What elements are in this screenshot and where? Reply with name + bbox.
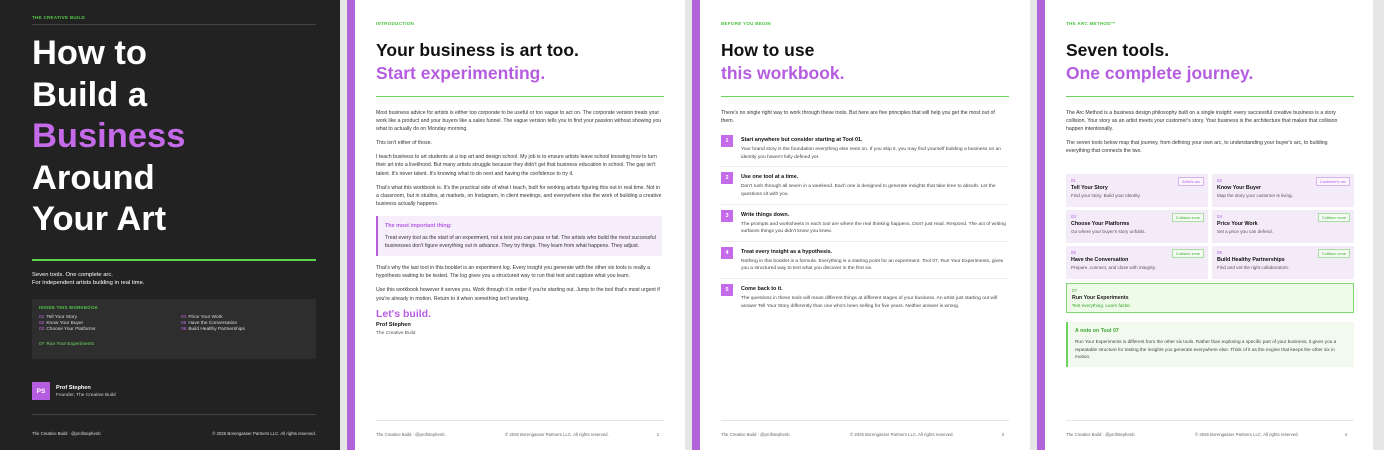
step-number: 3 xyxy=(721,210,733,222)
signature-name: Prof Stephen xyxy=(376,321,411,328)
section-kicker: BEFORE YOU BEGIN xyxy=(721,21,771,26)
author-role: Founder, The Creative Build xyxy=(56,393,116,398)
cover-title-line: Business xyxy=(32,117,186,155)
tool-card[interactable] xyxy=(1066,246,1208,279)
step-number: 1 xyxy=(721,135,733,147)
paragraph: Use this workbook however it serves you. Work through it in order if you're starting out. Jump to the tool that's most urgent if you're already in motion. Return to it when something isn't working. xyxy=(376,287,660,302)
tool-number: 03 xyxy=(1071,214,1076,219)
toc-item[interactable] xyxy=(39,321,83,326)
tool-card[interactable] xyxy=(1212,210,1354,243)
toc-num: 02 xyxy=(39,321,45,326)
paragraph: This isn't either of those. xyxy=(376,140,433,147)
step-text: The questions in these tools will mean different things at different stages of your business. An artist just starting out will answer Tell Your Story differently than one who's been selling for five years. Neither answer is wrong. xyxy=(741,295,998,309)
footer-right: © 2026 Borengasser Partners LLC. All rights reserved. xyxy=(212,431,316,436)
page-accent-strip xyxy=(347,0,355,450)
closing-heading: Let's build. xyxy=(376,307,431,320)
paragraph: The Arc Method is a business design philosophy built on a single insight: every successful creative business is a story collision. Your story as an artist meets your customer's story. Your business is the architecture that makes that collision happen intentionally. xyxy=(1066,110,1338,133)
page-title: Seven tools. xyxy=(1066,40,1170,60)
tool-title: Choose Your Platforms xyxy=(1071,221,1130,227)
principle-item xyxy=(721,284,1007,315)
arc-tag: Collision zone xyxy=(1318,249,1350,258)
callout-box xyxy=(376,216,662,256)
howto-page xyxy=(700,0,1030,450)
intro-page xyxy=(355,0,685,450)
tool-card-experiments[interactable] xyxy=(1066,283,1354,313)
callout-text: Treat every tool as the start of an experiment, not a test you can pass or fail. The artists who build the most successful businesses don't figure everything out in advance. They try things. They learn from what happens. They adjust. xyxy=(385,235,656,250)
section-kicker: INTRODUCTION xyxy=(376,21,415,26)
paragraph: The seven tools below map that journey, from defining your own arc, to understanding your buyer's arc, to building everything that connects the two. xyxy=(1066,140,1328,155)
step-title: Come back to it. xyxy=(741,285,783,292)
note-title: A note on Tool 07 xyxy=(1075,328,1119,334)
note-box xyxy=(1066,322,1354,367)
page-subtitle: this workbook. xyxy=(721,63,845,83)
tool-number: 01 xyxy=(1071,178,1076,183)
note-text: Run Your Experiments is different from the other six tools. Rather than exploring a specific part of your business, it gives you a repeatable structure for testing the insights you generate everywhere else. Think of it as the engine that keeps the other six in motion. xyxy=(1075,339,1337,359)
toc-num: 04 xyxy=(181,315,187,320)
tool-subtitle: Go where your buyer's story unfolds. xyxy=(1071,229,1146,234)
step-number: 2 xyxy=(721,172,733,184)
tagline-line: For independent artists building in real time. xyxy=(32,280,145,286)
divider xyxy=(32,259,316,261)
cover-tagline xyxy=(32,271,144,287)
principle-item xyxy=(721,135,1007,167)
toc-label: Run Your Experiments xyxy=(46,342,95,347)
page-title: How to use xyxy=(721,40,815,60)
toc-num: 07 xyxy=(39,342,45,347)
principle-item xyxy=(721,247,1007,279)
toc-item[interactable] xyxy=(39,315,77,320)
toc-num: 01 xyxy=(39,315,45,320)
arc-tag: Customer's arc xyxy=(1316,177,1350,186)
cover-title-line: How to xyxy=(32,34,147,72)
toc-heading: INSIDE THIS WORKBOOK xyxy=(39,305,98,310)
tool-title: Price Your Work xyxy=(1217,221,1258,227)
toc-label: Build Healthy Partnerships xyxy=(188,327,245,332)
toc-item[interactable] xyxy=(181,315,223,320)
page-accent-strip xyxy=(692,0,700,450)
step-title: Start anywhere but consider starting at Tool 01. xyxy=(741,137,863,144)
callout-title: The most important thing: xyxy=(385,222,452,229)
principle-item xyxy=(721,172,1007,204)
cover-title-line: Your Art xyxy=(32,200,167,238)
tagline-line: Seven tools. One complete arc. xyxy=(32,272,113,278)
signature-role: The Creative Build xyxy=(376,330,416,336)
paragraph: There's no single right way to work through these tools. But here are five principles that will help you get the most out of them. xyxy=(721,110,995,125)
paragraph: I teach business to art students at a top art and design school. My job is to ensure artists leave school knowing how to turn their art into a livelihood. But many artists struggle because they didn't get that business education in school. The gap isn't talent. It's never talent. It's knowing what to do next and having the confidence to try it. xyxy=(376,154,657,177)
tool-title: Tell Your Story xyxy=(1071,185,1108,191)
paragraph: That's what this workbook is. It's the practical side of what I teach, built for working artists figuring this out in real time. Not in a classroom, but in studios, at markets, on Instagram, in client meetings, and everywhere else the work of building a creative business actually happens. xyxy=(376,184,662,207)
intro-body xyxy=(376,109,662,338)
tool-number: 02 xyxy=(1217,178,1222,183)
tool-subtitle: Find and vet the right collaborators. xyxy=(1217,265,1290,270)
cover-page xyxy=(0,0,340,450)
footer-center: © 2026 Borengasser Partners LLC. All rights reserved. xyxy=(505,432,609,437)
tool-card[interactable] xyxy=(1066,174,1208,207)
toc-box xyxy=(32,299,316,359)
step-title: Use one tool at a time. xyxy=(741,174,799,181)
step-text: The prompts and worksheets in each tool are where the real thinking happens. Don't just read. Respond. The act of writing surfaces things you didn't know you knew. xyxy=(741,221,1006,235)
toc-label: Have the Conversation xyxy=(188,321,238,326)
paragraph: That's why the last tool in this booklet is an experiment log. Every insight you generate with the other six tools is really a hypothesis waiting to be tested. The log gives you a structured way to run that test and capture what you learn. xyxy=(376,265,651,280)
toc-label: Price Your Work xyxy=(188,315,223,320)
cover-title-line: Build a xyxy=(32,75,148,114)
method-body xyxy=(1066,109,1352,161)
page-number: 3 xyxy=(1001,432,1004,437)
page-subtitle: One complete journey. xyxy=(1066,63,1254,83)
toc-label: Know Your Buyer xyxy=(46,321,84,326)
tool-title: Have the Conversation xyxy=(1071,257,1129,263)
section-kicker: THE ARC METHOD™ xyxy=(1066,21,1116,26)
footer-center: © 2026 Borengasser Partners LLC. All rights reserved. xyxy=(850,432,954,437)
step-number: 4 xyxy=(721,247,733,259)
divider xyxy=(32,24,316,25)
cover-title xyxy=(32,33,322,241)
toc-num: 06 xyxy=(181,327,187,332)
step-number: 5 xyxy=(721,284,733,296)
principle-item xyxy=(721,210,1007,242)
divider xyxy=(32,414,316,415)
tool-title: Know Your Buyer xyxy=(1217,185,1261,191)
footer-left: The Creative Build · @profstephenb xyxy=(376,432,445,437)
toc-item[interactable] xyxy=(181,327,245,332)
tool-number: 05 xyxy=(1071,250,1076,255)
tool-title: Run Your Experiments xyxy=(1072,295,1129,301)
toc-label: Tell Your Story xyxy=(46,315,78,320)
divider xyxy=(1066,96,1354,97)
tool-subtitle: Map the story your customer is living. xyxy=(1217,193,1293,198)
footer-left: The Creative Build · @profstephenb xyxy=(721,432,790,437)
tool-number: 06 xyxy=(1217,250,1222,255)
toc-num: 05 xyxy=(181,321,187,326)
tool-subtitle: Test everything. Learn faster. xyxy=(1072,303,1131,308)
divider xyxy=(376,96,664,97)
tool-subtitle: Find your story. Build your identity. xyxy=(1071,193,1141,198)
arc-tag: Collision zone xyxy=(1318,213,1350,222)
tool-subtitle: Set a price you can defend. xyxy=(1217,229,1273,234)
method-page xyxy=(1045,0,1373,450)
tool-title: Build Healthy Partnerships xyxy=(1217,257,1285,263)
arc-tag: Artist's arc xyxy=(1178,177,1204,186)
divider xyxy=(721,96,1009,97)
step-title: Write things down. xyxy=(741,211,790,218)
step-text: Nothing in this booklet is a formula. Everything is a starting point for an experiment. Tool 07, Run Your Experiments, gives you a structured way to test what you discover in the first six. xyxy=(741,258,1004,272)
avatar: PS xyxy=(32,382,50,400)
step-title: Treat every insight as a hypothesis. xyxy=(741,248,833,255)
author-name: Prof Stephen xyxy=(56,385,91,391)
divider xyxy=(1066,420,1354,421)
tool-card[interactable] xyxy=(1066,210,1208,243)
tool-number: 04 xyxy=(1217,214,1222,219)
page-title: Your business is art too. xyxy=(376,40,579,60)
toc-item[interactable] xyxy=(39,342,94,347)
divider xyxy=(376,420,664,421)
tool-number: 07 xyxy=(1072,288,1077,293)
toc-label: Choose Your Platforms xyxy=(46,327,96,332)
page-accent-strip xyxy=(1037,0,1045,450)
footer-center: © 2026 Borengasser Partners LLC. All rights reserved. xyxy=(1195,432,1299,437)
divider xyxy=(721,420,1009,421)
arc-tag: Collision zone xyxy=(1172,213,1204,222)
arc-tag: Collision zone xyxy=(1172,249,1204,258)
tool-subtitle: Prepare, connect, and close with integrity. xyxy=(1071,265,1156,270)
page-subtitle: Start experimenting. xyxy=(376,63,546,83)
page-number: 4 xyxy=(1344,432,1347,437)
footer-left: The Creative Build · @profstephenb xyxy=(32,431,101,436)
tool-card[interactable] xyxy=(1212,174,1354,207)
tool-card[interactable] xyxy=(1212,246,1354,279)
step-text: Your brand story is the foundation everything else rests on. If you skip it, you may find yourself building a business on an identity you haven't fully defined yet. xyxy=(741,147,1001,160)
paragraph: Most business advice for artists is either too corporate to be useful or too vague to act on. The corporate version treats your work like a product and your buyers like a sales funnel. The vague version tells you to find your passion without showing you what to actually do on Monday morning. xyxy=(376,110,662,133)
page-number: 2 xyxy=(656,432,659,437)
toc-num: 03 xyxy=(39,327,45,332)
howto-body xyxy=(721,109,1007,320)
toc-item[interactable] xyxy=(39,327,95,332)
cover-title-line: Around xyxy=(32,158,155,197)
step-text: Don't rush through all seven in a weekend. Each one is designed to generate insights that take time to absorb. Let the questions sit with you. xyxy=(741,184,996,197)
toc-item[interactable] xyxy=(181,321,237,326)
cover-kicker: THE CREATIVE BUILD xyxy=(32,15,86,20)
footer-left: The Creative Build · @profstephenb xyxy=(1066,432,1135,437)
